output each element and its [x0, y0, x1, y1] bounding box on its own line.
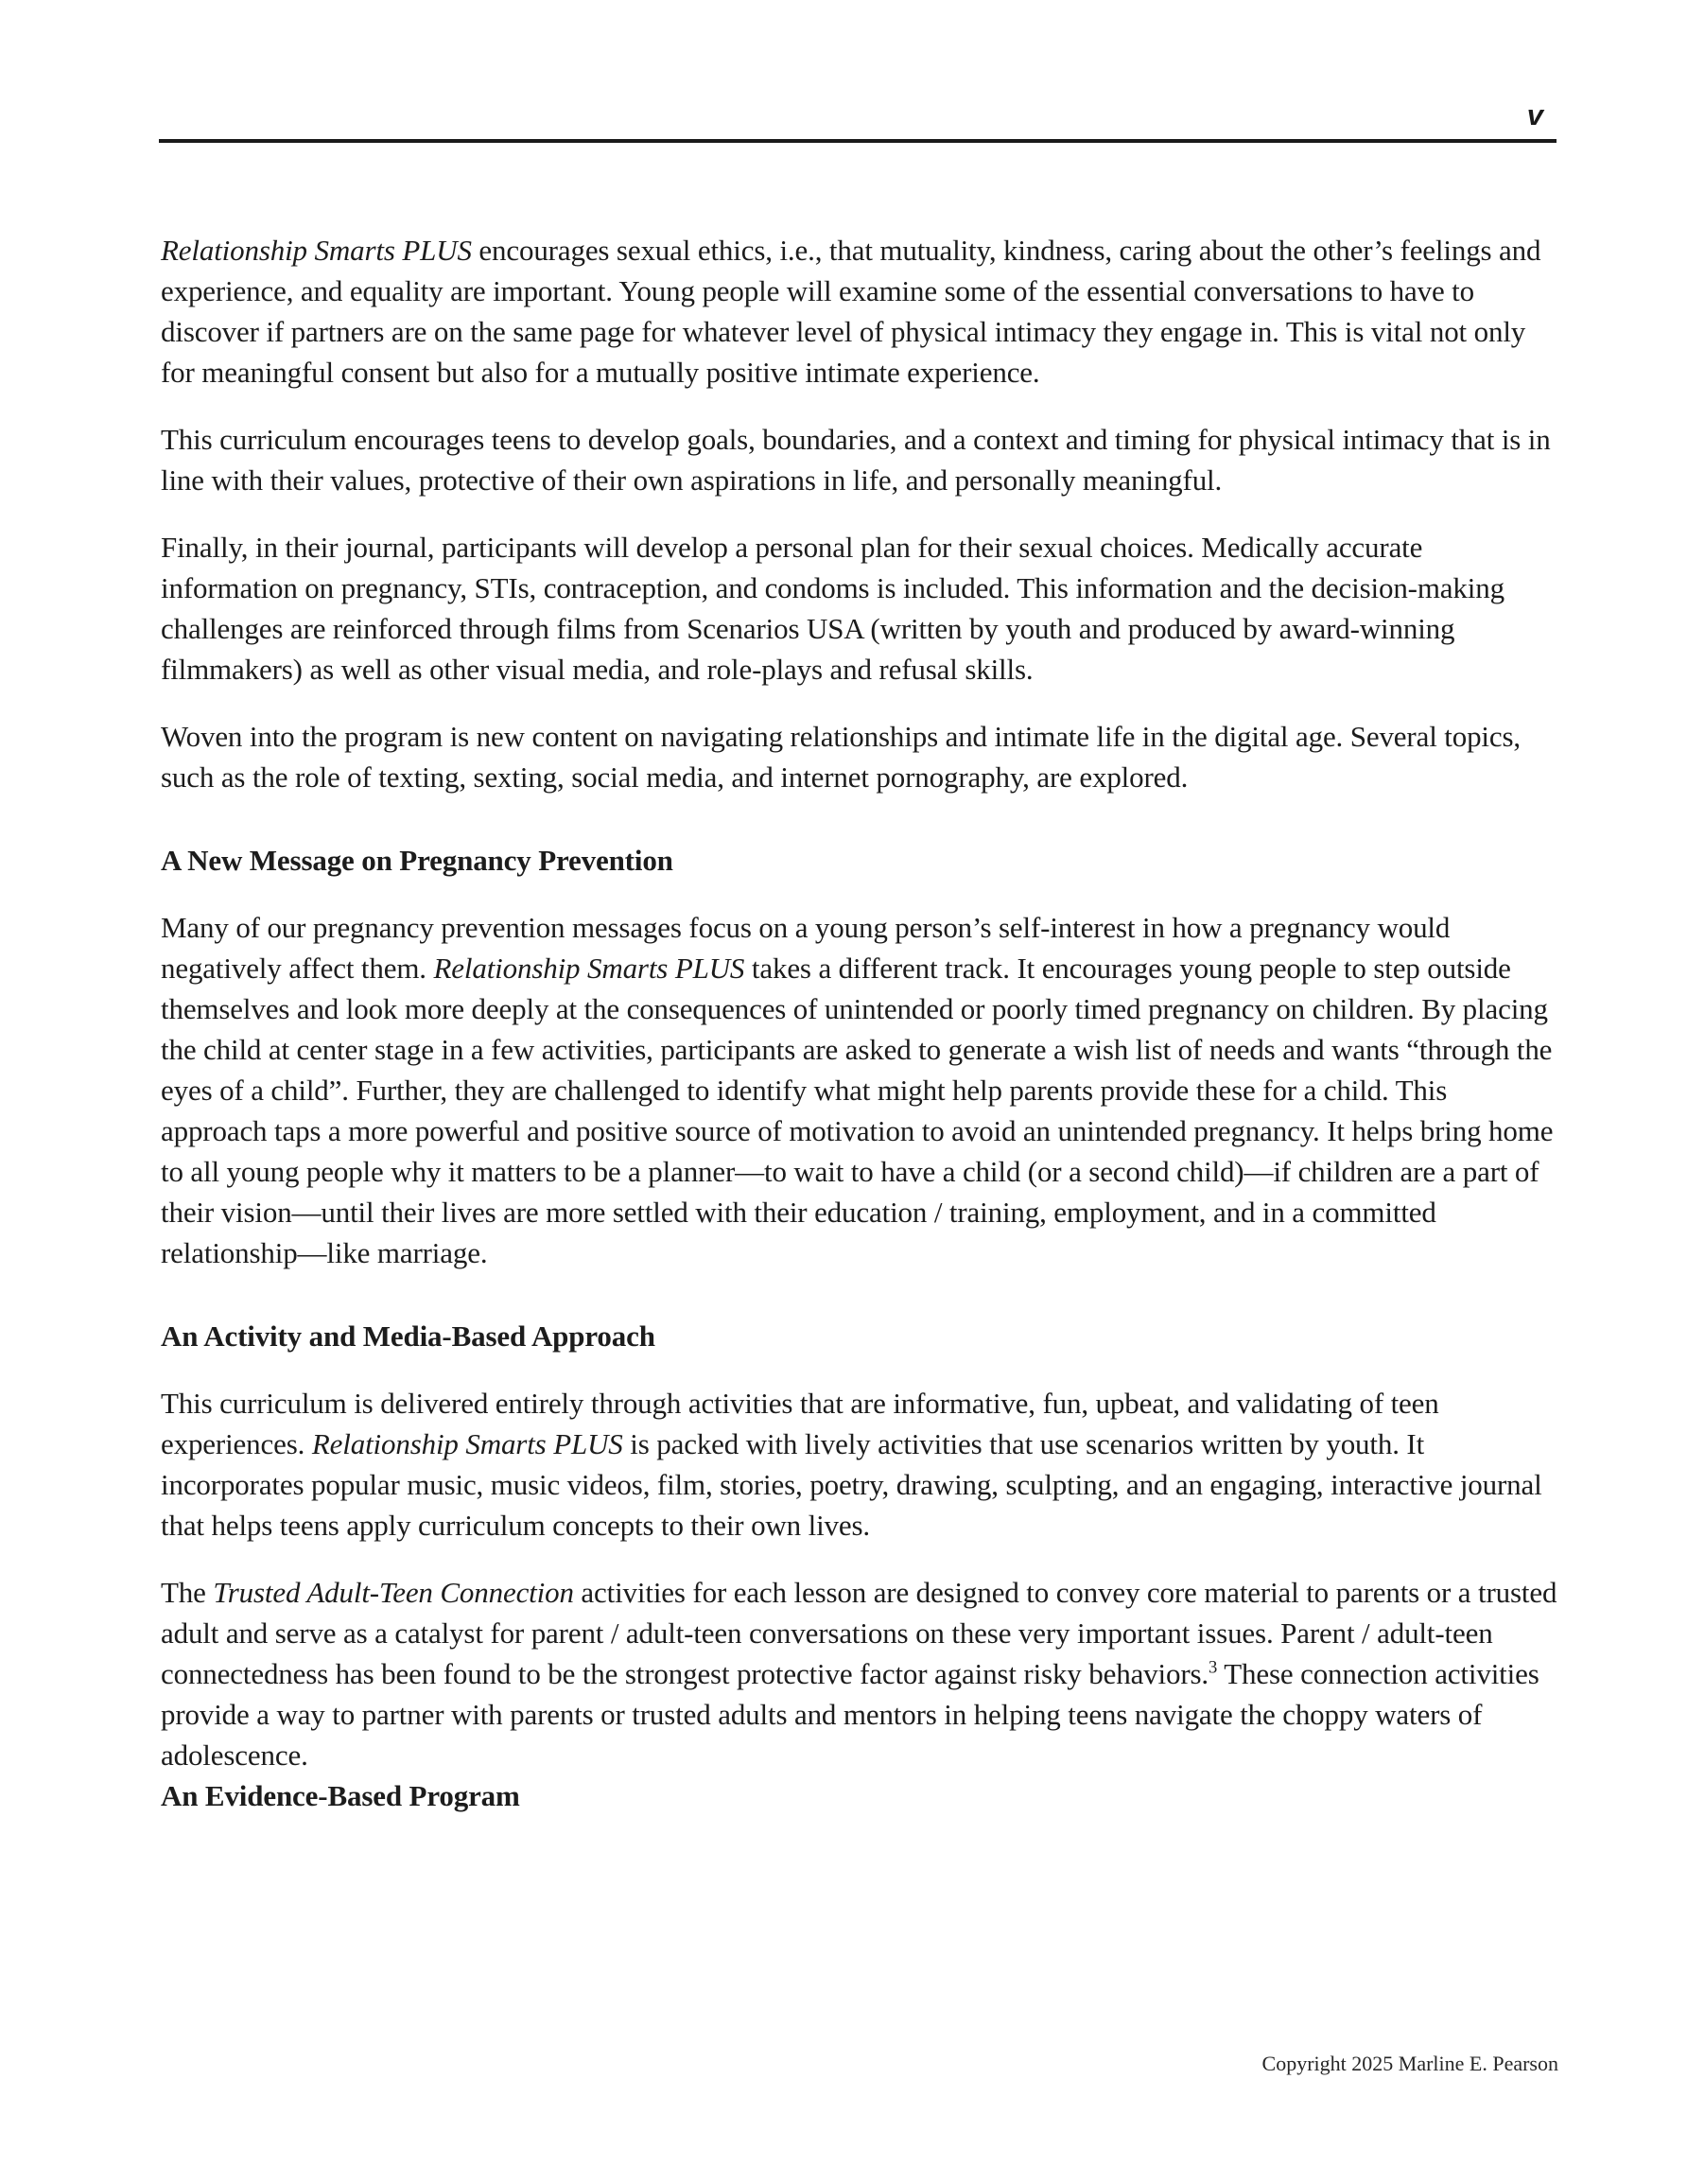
- italic-text-run: Relationship Smarts PLUS: [433, 952, 745, 985]
- section-heading: [161, 1316, 1558, 1356]
- paragraph: [161, 1383, 1558, 1546]
- copyright-text: Copyright 2025 Marline E. Pearson: [1261, 2052, 1558, 2075]
- text-run: An Evidence-Based Program: [161, 1779, 520, 1812]
- paragraph: [161, 1572, 1558, 1775]
- text-run: This curriculum is delivered entirely through activities that are informative, fun, upbeat, and validating of teen experiences.: [161, 1387, 1439, 1460]
- text-run: These connection activities provide a way to partner with parents or trusted adults and mentors in helping teens navigate the choppy waters of adolescence.: [161, 1657, 1539, 1772]
- footnote-marker: 3: [1209, 1657, 1218, 1678]
- text-run: activities for each lesson are designed to convey core material to parents or a trusted adult and serve as a catalyst for parent / adult-teen conversations on these very important issues. Parent / adult-teen connectedness has been found to be the strongest protective factor against risky behaviors.: [161, 1576, 1557, 1690]
- text-run: The: [161, 1576, 214, 1609]
- text-run: An Activity and Media-Based Approach: [161, 1319, 655, 1353]
- page-footer: [161, 2051, 1558, 2077]
- paragraph: [161, 716, 1558, 797]
- text-run: is packed with lively activities that use scenarios written by youth. It incorporates popular music, music videos, film, stories, poetry, drawing, sculpting, and an engaging, interactive journal that helps teens apply curriculum concepts to their own lives.: [161, 1427, 1542, 1542]
- text-run: A New Message on Pregnancy Prevention: [161, 844, 673, 877]
- italic-text-run: Trusted Adult-Teen Connection: [213, 1576, 574, 1609]
- text-run: Woven into the program is new content on navigating relationships and intimate life in the digital age. Several topics, such as the role of texting, sexting, social media, and internet pornography, are explored.: [161, 720, 1522, 794]
- paragraph: [161, 419, 1558, 500]
- italic-text-run: Relationship Smarts PLUS: [161, 234, 472, 267]
- text-run: This curriculum encourages teens to develop goals, boundaries, and a context and timing for physical intimacy that is in line with their values, protective of their own aspirations in life, and personally meaningful.: [161, 423, 1551, 497]
- italic-text-run: Relationship Smarts PLUS: [311, 1427, 623, 1460]
- text-run: Finally, in their journal, participants will develop a personal plan for their sexual choices. Medically accurate information on pregnancy, STIs, contraception, and condoms is included. This information and the decision-making challenges are reinforced through films from Scenarios USA (written by youth and produced by award-winning filmmakers) as well as other visual media, and role-plays and refusal skills.: [161, 531, 1504, 686]
- text-run: encourages sexual ethics, i.e., that mutuality, kindness, caring about the other’s feelings and experience, and equality are important. Young people will examine some of the essential conversations to have to discover if partners are on the same page for whatever level of physical intimacy they engage in. This is vital not only for meaningful consent but also for a mutually positive intimate experience.: [161, 234, 1541, 389]
- page-number: v: [1526, 98, 1543, 131]
- header-rule: [159, 139, 1557, 143]
- paragraph: [161, 527, 1558, 690]
- paragraph: [161, 230, 1558, 393]
- text-run: takes a different track. It encourages young people to step outside themselves and look more deeply at the consequences of unintended or poorly timed pregnancy on children. By placing the child at center stage in a few activities, participants are asked to generate a wish list of needs and wants “through the eyes of a child”. Further, they are challenged to identify what might help parents provide these for a child. This approach taps a more powerful and positive source of motivation to avoid an unintended pregnancy. It helps bring home to all young people why it matters to be a planner—to wait to have a child (or a second child)—if children are a part of their vision—until their lives are more settled with their education / training, employment, and in a committed relationship—like marriage.: [161, 952, 1554, 1269]
- page-body: [161, 230, 1558, 1816]
- section-heading: [161, 1775, 1558, 1816]
- paragraph: [161, 907, 1558, 1273]
- text-run: Many of our pregnancy prevention messages focus on a young person’s self-interest in how a pregnancy would negatively affect them.: [161, 911, 1451, 985]
- section-heading: [161, 840, 1558, 881]
